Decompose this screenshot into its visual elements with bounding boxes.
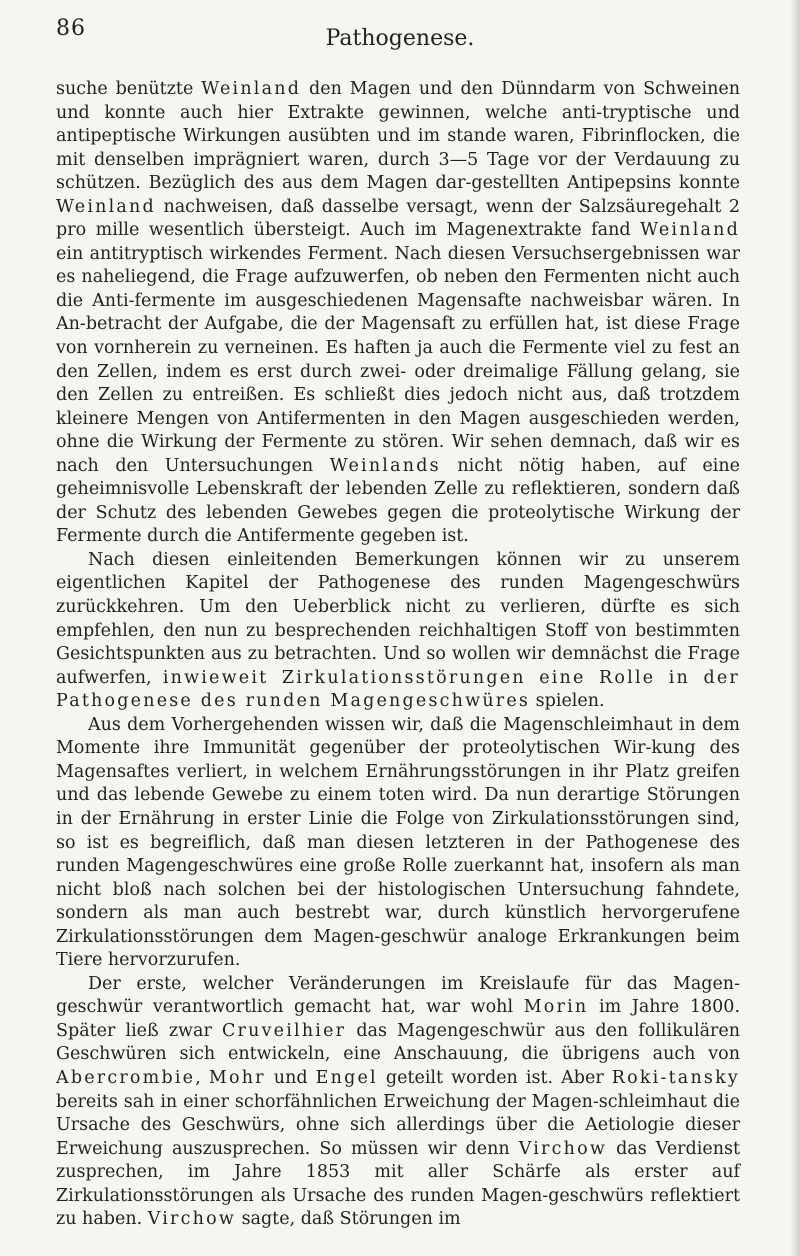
page-number: 86 [56, 16, 86, 41]
spaced-name: Weinlands [329, 455, 441, 476]
spaced-name: Weinland [201, 79, 302, 99]
text-run: nicht nötig haben, auf eine geheimnisvolle Lebenskraft der lebenden Zelle zu reflektieren, sondern daß der Schutz des lebenden Gewebes gegen die proteolytische Wirkung der Fermente durch die Antifermente gegeben ist. [56, 455, 740, 547]
spaced-name: Weinland [640, 220, 740, 241]
text-run: Der erste, welcher Veränderungen im Kreislaufe für das Magen-geschwür verantwortlich gemacht hat, war wohl [56, 973, 740, 1018]
text-run: , [195, 1067, 209, 1088]
spaced-name: Abercrombie [56, 1067, 196, 1088]
spaced-name: Weinland [56, 196, 156, 217]
text-run: Nach diesen einleitenden Bemerkungen können wir zu unserem eigentlichen Kapitel der Pathogenese des runden Magengeschwürs zurückkehren. Um den Ueberblick nicht zu verlieren, dürfte es sich empfehlen, den nun zu besprechenden reichhaltigen Stoff von bestimmten Gesichtspunkten aus zu betrachten. Und so wollen wir demnächst die Frage aufwerfen, [56, 549, 740, 688]
text-run: und [265, 1067, 316, 1088]
running-title: Pathogenese. [325, 26, 475, 51]
paragraph-4 [56, 973, 740, 1232]
text-run: ein antitryptisch wirkendes Ferment. Nach diesen Versuchsergebnissen war es naheliegend, die Frage aufzuwerfen, ob neben den Fermenten nicht auch die Anti-fermente im ausgeschiedenen Magensafte nachweisbar wären. In An-betracht der Aufgabe, die der Magensaft zu erfüllen hat, ist diese Frage von vornherein zu verneinen. Es haften ja auch die Fermente viel zu fest an den Zellen, indem es erst durch zwei- oder dreimalige Fällung gelang, sie den Zellen zu entreißen. Es schließt dies jedoch nicht aus, daß trotzdem kleinere Mengen von Antifermenten in den Magen ausgeschieden werden, ohne die Wirkung der Fermente zu stören. Wir sehen demnach, daß wir es nach den Untersuchungen [56, 243, 740, 476]
spaced-name: Morin [523, 997, 589, 1018]
spaced-name: Engel [315, 1067, 378, 1088]
text-run: Aus dem Vorhergehenden wissen wir, daß die Magenschleimhaut in dem Momente ihre Immunität gegenüber der proteolytischen Wir-kung des Magensaftes verliert, in welchem Ernährungsstörungen in ihr Platz greifen und das lebende Gewebe zu einem toten wird. Da nun derartige Störungen in der Ernährung in erster Linie die Folge von Zirkulationsstörungen sind, so ist es begreiflich, daß man diesen letzteren in der Pathogenese des runden Magengeschwüres eine große Rolle zuerkannt hat, insofern als man nicht bloß nach solchen bei der histologischen Untersuchung fahndete, sondern als man auch bestrebt war, durch künstlich hervorgerufene Zirkulationsstörungen dem Magen-geschwür analoge Erkrankungen beim Tiere hervorzurufen. [56, 714, 740, 971]
body-text [56, 78, 740, 1232]
page-edge-shadow [790, 0, 800, 1256]
text-run: im Jahre 1800. Später ließ zwar [56, 997, 741, 1041]
spaced-emphasis: inwieweit Zirkulationsstörungen eine Rolle in der Pathogenese des runden Magengeschwüres [56, 667, 740, 712]
text-run: spielen. [530, 691, 605, 712]
text-run: geteilt worden ist. Aber [377, 1067, 612, 1088]
spaced-name: Mohr [208, 1067, 266, 1088]
text-run: das Magengeschwür aus den follikulären Geschwüren sich entwickeln, eine Anschauung, die übrigens auch von [56, 1020, 740, 1065]
text-run: suche benützte [56, 79, 202, 99]
paragraph-3 [56, 714, 740, 973]
spaced-name: Virchow [518, 1138, 608, 1159]
spaced-name: Roki-tansky [611, 1067, 740, 1088]
text-run: bereits sah in einer schorfähnlichen Erweichung der Magen-schleimhaut die Ursache des Geschwürs, ohne sich allerdings über die Aetiologie dieser Erweichung auszusprechen. So müssen wir denn [56, 1091, 740, 1159]
text-run: nachweisen, daß dasselbe versagt, wenn der Salzsäuregehalt 2 pro mille wesentlich übersteigt. Auch im Magenextrakte fand [56, 196, 740, 241]
text-run: sagte, daß Störungen im [236, 1209, 461, 1230]
paragraph-2 [56, 549, 740, 714]
spaced-name: Virchow [147, 1209, 236, 1230]
text-run: den Magen und den Dünndarm von Schweinen und konnte auch hier Extrakte gewinnen, welche anti-tryptische und antipeptische Wirkungen ausübten und im stande waren, Fibrinflocken, die mit denselben imprägniert waren, durch 3—5 Tage vor der Verdauung zu schützen. Bezüglich des aus dem Magen dar-gestellten Antipepsins konnte [56, 79, 741, 194]
text-run: das Verdienst zusprechen, im Jahre 1853 mit aller Schärfe als erster auf Zirkulationsstörungen als Ursache des runden Magen-geschwürs reflektiert zu haben. [56, 1138, 740, 1230]
spaced-name: Cruveilhier [221, 1020, 347, 1041]
paragraph-1 [56, 78, 740, 549]
